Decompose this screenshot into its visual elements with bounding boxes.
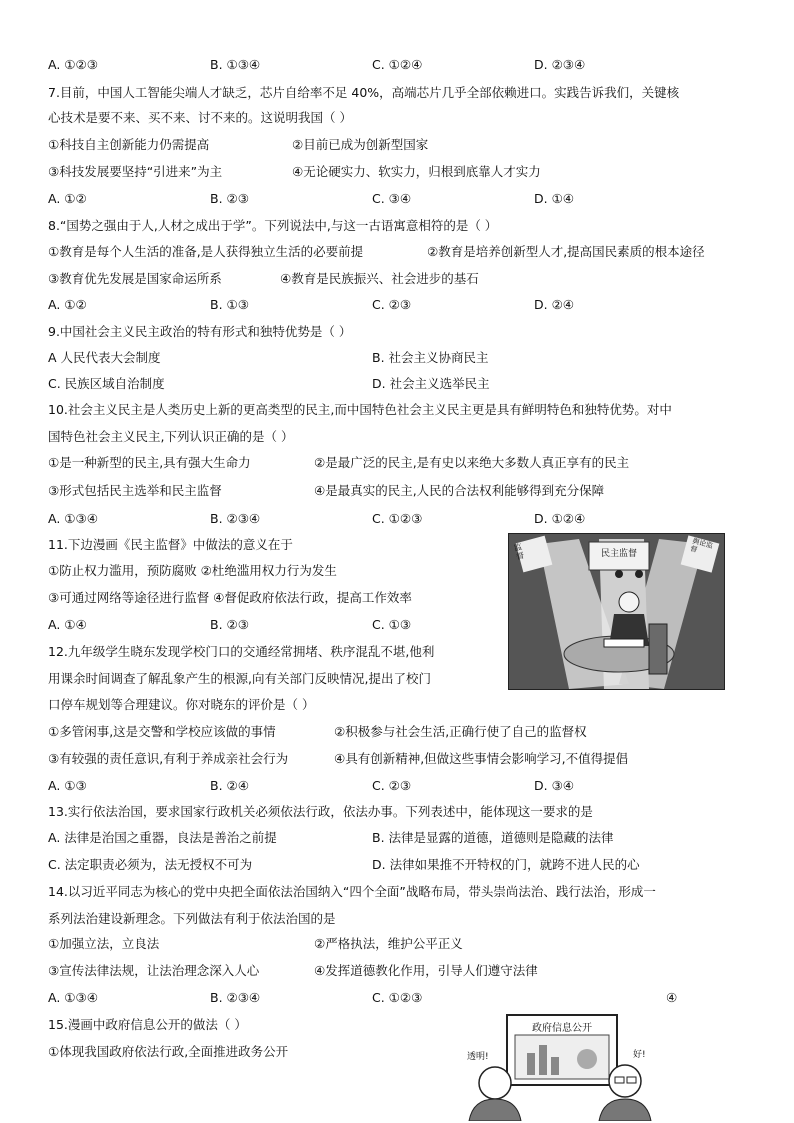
q9-option-d: D. 社会主义选举民主 <box>372 376 490 391</box>
q14-option-d-fragment: ④ <box>666 990 678 1005</box>
q10-statement-3: ③形式包括民主选举和民主监督 <box>48 483 222 498</box>
q10-stem-line2: 国特色社会主义民主,下列认识正确的是（ ） <box>48 429 294 444</box>
q12-option-b: B. ②④ <box>210 778 249 793</box>
q11-stem: 11.下边漫画《民主监督》中做法的意义在于 <box>48 537 293 552</box>
q9-option-c: C. 民族区域自治制度 <box>48 376 165 391</box>
q12-option-c: C. ②③ <box>372 778 412 793</box>
q7-statement-4: ④无论硬实力、软实力，归根到底靠人才实力 <box>292 164 541 179</box>
democratic-supervision-cartoon <box>508 533 725 690</box>
q10-statement-2: ②是最广泛的民主,是有史以来绝大多数人真正享有的民主 <box>314 455 630 470</box>
q6-option-a: A. ①②③ <box>48 57 98 72</box>
q15-stem: 15.漫画中政府信息公开的做法（ ） <box>48 1017 247 1032</box>
q12-stem-line2: 用课余时间调查了解乱象产生的根源,向有关部门反映情况,提出了校门 <box>48 671 431 686</box>
q14-option-c: C. ①②③ <box>372 990 423 1005</box>
q7-statement-2: ②目前已成为创新型国家 <box>292 137 429 152</box>
q11-option-a: A. ①④ <box>48 617 87 632</box>
q11-option-b: B. ②③ <box>210 617 249 632</box>
q14-statement-2: ②严格执法，维护公平正义 <box>314 936 463 951</box>
q12-statement-1: ①多管闲事,这是交警和学校应该做的事情 <box>48 724 276 739</box>
q10-option-a: A. ①③④ <box>48 511 98 526</box>
q8-statement-1: ①教育是每个人生活的准备,是人获得独立生活的必要前提 <box>48 244 364 259</box>
q12-stem-line3: 口停车规划等合理建议。你对晓东的评价是（ ） <box>48 697 315 712</box>
q7-option-c: C. ③④ <box>372 191 412 206</box>
q8-option-a: A. ①② <box>48 297 87 312</box>
q11-statements-line1: ①防止权力滥用，预防腐败 ②杜绝滥用权力行为发生 <box>48 563 337 578</box>
q7-option-b: B. ②③ <box>210 191 249 206</box>
q14-stem-line1: 14.以习近平同志为核心的党中央把全面依法治国纳入“四个全面”战略布局，带头崇尚法治、践行法治，形成一 <box>48 884 656 899</box>
q8-statement-2: ②教育是培养创新型人才,提高国民素质的根本途径 <box>427 244 705 259</box>
q7-option-a: A. ①② <box>48 191 87 206</box>
q6-option-b: B. ①③④ <box>210 57 261 72</box>
q10-stem-line1: 10.社会主义民主是人类历史上新的更高类型的民主,而中国特色社会主义民主更是具有鲜明特色和独特优势。对中 <box>48 402 672 417</box>
q10-statement-4: ④是最真实的民主,人民的合法权利能够得到充分保障 <box>314 483 605 498</box>
q8-option-c: C. ②③ <box>372 297 412 312</box>
cartoon-title-label: 民主监督 <box>600 549 637 559</box>
q9-stem: 9.中国社会主义民主政治的特有形式和独特优势是（ ） <box>48 324 352 339</box>
q9-option-a: A 人民代表大会制度 <box>48 350 161 365</box>
left-speech-label: 透明! <box>467 1052 489 1062</box>
board-title-label: 政府信息公开 <box>532 1023 592 1034</box>
q13-option-c: C. 法定职责必须为，法无授权不可为 <box>48 857 253 872</box>
q8-option-b: B. ①③ <box>210 297 249 312</box>
q12-option-a: A. ①③ <box>48 778 87 793</box>
q13-option-d: D. 法律如果推不开特权的门，就跨不进人民的心 <box>372 857 640 872</box>
q14-statement-3: ③宣传法律法规，让法治理念深入人心 <box>48 963 260 978</box>
q8-stem: 8.“国势之强由于人,人材之成出于学”。下列说法中,与这一古语寓意相符的是（ ） <box>48 218 498 233</box>
q12-stem-line1: 12.九年级学生晓东发现学校门口的交通经常拥堵、秩序混乱不堪,他利 <box>48 644 435 659</box>
q7-stem-line2: 心技术是要不来、买不来、讨不来的。这说明我国（ ） <box>48 110 352 125</box>
q9-option-b: B. 社会主义协商民主 <box>372 350 489 365</box>
cartoon-right-label: 舆论监督 <box>689 536 714 555</box>
q13-stem: 13.实行依法治国，要求国家行政机关必须依法行政，依法办事。下列表述中，能体现这一要求的是 <box>48 804 593 819</box>
q14-stem-line2: 系列法治建设新理念。下列做法有利于依法治国的是 <box>48 911 336 926</box>
q13-option-b: B. 法律是显露的道德，道德则是隐藏的法律 <box>372 830 614 845</box>
q7-statement-1: ①科技自主创新能力仍需提高 <box>48 137 210 152</box>
q7-stem-line1: 7.目前，中国人工智能尖端人才缺乏，芯片自给率不足 40%，高端芯片几乎全部依赖进口。实践告诉我们，关键核 <box>48 85 680 100</box>
q12-option-d: D. ③④ <box>534 778 574 793</box>
q12-statement-4: ④具有创新精神,但做这些事情会影响学习,不值得提倡 <box>334 751 629 766</box>
q11-option-c: C. ①③ <box>372 617 412 632</box>
cartoon-left-label: 监督 <box>512 542 526 562</box>
q13-option-a: A. 法律是治国之重器，良法是善治之前提 <box>48 830 277 845</box>
q8-statement-4: ④教育是民族振兴、社会进步的基石 <box>280 271 479 286</box>
q10-option-c: C. ①②③ <box>372 511 423 526</box>
q10-statement-1: ①是一种新型的民主,具有强大生命力 <box>48 455 251 470</box>
q6-option-c: C. ①②④ <box>372 57 423 72</box>
right-speech-label: 好! <box>633 1050 646 1060</box>
q14-statement-4: ④发挥道德教化作用，引导人们遵守法律 <box>314 963 538 978</box>
q10-option-d: D. ①②④ <box>534 511 586 526</box>
q15-statement-1: ①体现我国政府依法行政,全面推进政务公开 <box>48 1044 289 1059</box>
q10-option-b: B. ②③④ <box>210 511 261 526</box>
q8-statement-3: ③教育优先发展是国家命运所系 <box>48 271 222 286</box>
q12-statement-3: ③有较强的责任意识,有利于养成亲社会行为 <box>48 751 289 766</box>
q14-option-a: A. ①③④ <box>48 990 98 1005</box>
q11-statements-line2: ③可通过网络等途径进行监督 ④督促政府依法行政，提高工作效率 <box>48 590 412 605</box>
q8-option-d: D. ②④ <box>534 297 574 312</box>
government-info-cartoon <box>455 1013 665 1121</box>
q14-option-b: B. ②③④ <box>210 990 261 1005</box>
q14-statement-1: ①加强立法，立良法 <box>48 936 160 951</box>
q12-statement-2: ②积极参与社会生活,正确行使了自己的监督权 <box>334 724 587 739</box>
q6-option-d: D. ②③④ <box>534 57 586 72</box>
q7-option-d: D. ①④ <box>534 191 574 206</box>
q7-statement-3: ③科技发展要坚持“引进来”为主 <box>48 164 223 179</box>
